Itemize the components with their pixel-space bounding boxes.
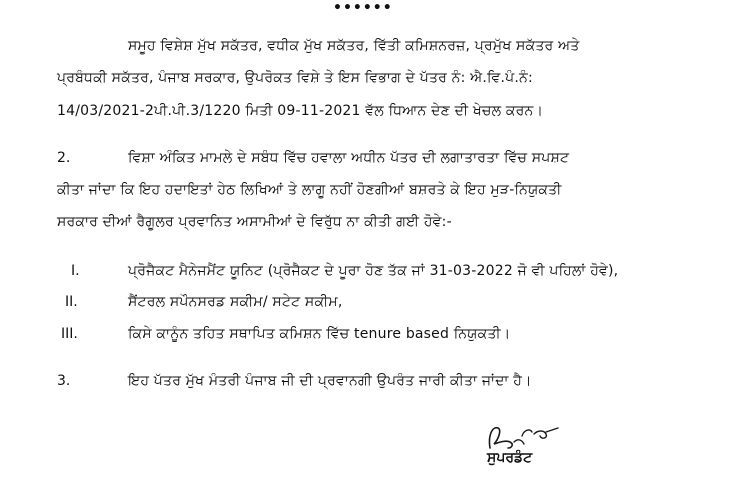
para1-line3: 14/03/2021-2ਪੀ.ਪੀ.3/1220 ਮਿਤੀ 09-11-2021 ਵੱਲ ਧਿਆਨ ਦੇਣ ਦੀ ਖੇਚਲ ਕਰਨ। [57,103,544,119]
para2-line2: ਕੀਤਾ ਜਾਂਦਾ ਕਿ ਇਹ ਹਦਾਇਤਾਂ ਹੇਠ ਲਿਖਿਆਂ ਤੇ ਲਾਗੂ ਨਹੀਂ ਹੋਣਗੀਆਂ ਬਸ਼ਰਤੇ ਕੇ ਇਹ ਮੁੜ-ਨਿਯੁਕਤੀ [57,182,562,198]
list-item-text: ਸੈਂਟਰਲ ਸਪੌਨਸਰਡ ਸਕੀਮ/ ਸਟੇਟ ਸਕੀਮ, [128,294,343,310]
signature-title: ਸੁਪਰਡੰਟ [487,450,533,466]
para1-line1: ਸਮੂਹ ਵਿਸ਼ੇਸ਼ ਮੁੱਖ ਸਕੱਤਰ, ਵਧੀਕ ਮੁੱਖ ਸਕੱਤਰ, ਵਿੱਤੀ ਕਮਿਸ਼ਨਰਜ਼, ਪ੍ਰਮੁੱਖ ਸਕੱਤਰ ਅਤੇ [128,38,580,54]
list-item-marker: I. [71,263,80,279]
para1-line2: ਪ੍ਰਬੰਧਕੀ ਸਕੱਤਰ, ਪੰਜਾਬ ਸਰਕਾਰ, ਉਪਰੋਕਤ ਵਿਸ਼ੇ ਤੇ ਇਸ ਵਿਭਾਗ ਦੇ ਪੱਤਰ ਨੰ: ਐ.ਵਿ.ਪੰ.ਨੰ: [57,70,533,86]
list-item-marker: II. [65,294,78,310]
para3-text: ਇਹ ਪੱਤਰ ਮੁੱਖ ਮੰਤਰੀ ਪੰਜਾਬ ਜੀ ਦੀ ਪ੍ਰਵਾਨਗੀ ਉਪਰੰਤ ਜਾਰੀ ਕੀਤਾ ਜਾਂਦਾ ਹੈ। [128,373,532,389]
list-item-text: ਕਿਸੇ ਕਾਨੂੰਨ ਤਹਿਤ ਸਥਾਪਿਤ ਕਮਿਸ਼ਨ ਵਿੱਚ tenure based ਨਿਯੁਕਤੀ। [128,326,511,342]
list-item-marker: III. [61,326,78,342]
header-dots: •••••• [333,0,393,16]
para3-number: 3. [57,373,71,389]
list-item-text: ਪ੍ਰੋਜੈਕਟ ਮੈਨੇਜਮੈਂਟ ਯੂਨਿਟ (ਪ੍ਰੋਜੈਕਟ ਦੇ ਪੂਰਾ ਹੋਣ ਤੱਕ ਜਾਂ 31-03-2022 ਜੋ ਵੀ ਪਹਿਲਾਂ ਹੋਵੇ), [128,263,619,279]
para2-line1: ਵਿਸ਼ਾ ਅੰਕਿਤ ਮਾਮਲੇ ਦੇ ਸਬੰਧ ਵਿੱਚ ਹਵਾਲਾ ਅਧੀਨ ਪੱਤਰ ਦੀ ਲਗਾਤਾਰਤਾ ਵਿੱਚ ਸਪਸ਼ਟ [128,150,570,166]
para2-number: 2. [57,150,71,166]
para2-line3: ਸਰਕਾਰ ਦੀਆਂ ਰੈਗੂਲਰ ਪ੍ਰਵਾਨਿਤ ਅਸਾਮੀਆਂ ਦੇ ਵਿਰੁੱਧ ਨਾ ਕੀਤੀ ਗਈ ਹੋਵੇ:- [57,214,452,230]
